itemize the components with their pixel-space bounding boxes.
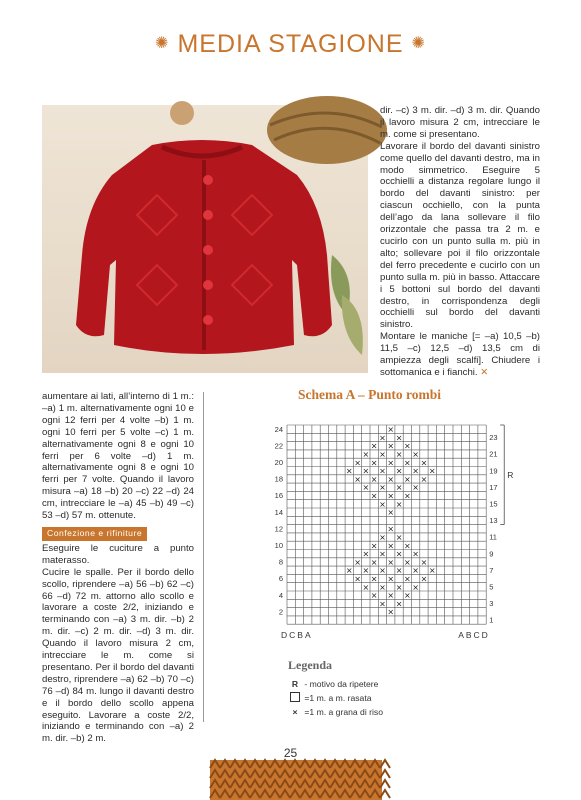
page-title: MEDIA STAGIONE — [177, 30, 404, 58]
seed-stitch-cell: × — [412, 450, 420, 459]
seed-stitch-cell: × — [403, 591, 411, 601]
row-label: 1 — [489, 615, 494, 625]
seed-stitch-cell: × — [412, 466, 420, 476]
seed-stitch-cell: × — [379, 599, 386, 609]
row-label: 5 — [489, 582, 494, 592]
paragraph: Lavorare il bordo del davanti sinistro come quello del davanti destro, ma in modo simmetrico. Eseguire 5 occhielli a distanza regolare lungo il bordo del davanti sinistro: per ciascun occhiello, con la punta dell’ago da lana sollevare il filo orizzontale che passa tra 2 m. e cucirlo con un punto sulla m. più in alto; sollevare poi il filo orizzontale del ferro precedente e cucirlo con un punto sulla m. più in basso. Attaccare i 5 bottoni sul bordo del davanti destro, in corrispondenza degli occhielli sul bordo del davanti sinistro. — [380, 140, 540, 331]
watermark: PassionForum.ru — [506, 787, 575, 797]
seed-stitch-cell: × — [362, 566, 370, 576]
row-label: 7 — [489, 565, 494, 575]
seed-stitch-cell: × — [345, 566, 353, 576]
row-label: 2 — [278, 607, 283, 617]
seed-stitch-cell: × — [354, 574, 361, 584]
row-label: 8 — [278, 557, 283, 567]
seed-stitch-cell: × — [387, 491, 395, 501]
row-label: 6 — [278, 574, 283, 584]
column-divider — [203, 392, 204, 722]
knit-texture-band — [210, 760, 382, 800]
seed-stitch-cell: × — [379, 549, 386, 559]
seed-stitch-cell: × — [379, 582, 386, 592]
seed-stitch-cell: × — [428, 466, 436, 476]
seed-stitch-cell: × — [428, 566, 436, 576]
seed-stitch-cell: × — [362, 483, 370, 493]
seed-stitch-cell: × — [387, 557, 395, 567]
seed-stitch-cell: × — [370, 458, 378, 468]
seed-stitch-cell: × — [354, 474, 361, 484]
seed-stitch-cell: × — [354, 458, 361, 468]
legend-title: Legenda — [288, 658, 333, 672]
row-label: 11 — [489, 532, 497, 542]
seed-stitch-cell: × — [362, 582, 370, 592]
row-label: 19 — [489, 466, 498, 476]
row-label: 18 — [274, 474, 283, 484]
row-label: 24 — [274, 424, 283, 434]
seed-stitch-cell: × — [370, 541, 378, 551]
seed-stitch-cell: × — [403, 557, 411, 567]
row-label: 17 — [489, 482, 498, 492]
seed-stitch-cell: × — [412, 582, 420, 592]
schema-title: Schema A – Punto rombi — [298, 387, 442, 402]
seed-stitch-cell: × — [387, 607, 395, 617]
row-label: 9 — [489, 549, 494, 559]
paragraph: aumentare ai lati, all’interno di 1 m.: –a) 1 m. alternativamente ogni 10 e ogni 12 ferri per 4 volte –b) 1 m. ogni 10 ferri per 5 volte –c) 1 m. alternativamente ogni 8 e ogni 10 ferri per 6 volte –d) 1 m. alternativamente ogni 8 e ogni 10 ferri per 7 volte. Quando il lavoro misura –a) 18 –b) 20 –c) 22 –d) 24 cm, intrecciare le –a) 45 –b) 49 –c) 53 –d) 57 m. ottenute. — [42, 391, 194, 522]
seed-stitch-cell: × — [387, 508, 395, 518]
seed-stitch-cell: × — [420, 574, 428, 584]
end-mark-icon: ✕ — [480, 366, 489, 378]
seed-stitch-cell: × — [420, 458, 428, 468]
seed-stitch-cell: × — [370, 441, 378, 451]
seed-stitch-cell: × — [412, 549, 420, 559]
legend-item-stockinette: =1 m. a m. rasata — [288, 691, 383, 705]
paragraph: Montare le maniche [= –a) 10,5 –b) 11,5 –c) 12,5 –d) 13,5 cm di ampiezza degli scalfi]. Chiudere i sottomanica e i fianchi. ✕ — [380, 331, 540, 378]
seed-stitch-cell: × — [379, 566, 386, 576]
seed-stitch-cell: × — [387, 524, 395, 534]
paragraph: Eseguire le cuciture a punto materasso. — [42, 542, 194, 566]
seed-stitch-cell: × — [395, 433, 403, 443]
seed-stitch-cell: × — [379, 483, 386, 493]
seed-stitch-cell: × — [379, 533, 386, 542]
paragraph: dir. –c) 3 m. dir. –d) 3 m. dir. Quando il lavoro misura 2 cm, intrecciare le m. come si presentano. — [380, 105, 540, 140]
legend — [288, 677, 383, 719]
knitting-chart — [255, 415, 514, 655]
legend-item-seed: × =1 m. a grana di riso — [292, 707, 383, 717]
seed-stitch-cell: × — [387, 574, 395, 584]
seed-stitch-cell: × — [370, 574, 378, 584]
repeat-label: R — [507, 469, 514, 480]
row-label: 13 — [489, 516, 498, 526]
section-heading: Confezione e rifiniture — [42, 527, 147, 541]
text-column-left — [42, 391, 194, 745]
seed-stitch-cell: × — [403, 458, 411, 468]
size-labels-left: DCBA — [281, 630, 313, 641]
seed-stitch-cell: × — [354, 557, 361, 567]
seed-stitch-cell: × — [403, 474, 411, 484]
row-label: 16 — [274, 491, 283, 501]
seed-stitch-cell: × — [362, 466, 370, 476]
page-number: 25 — [283, 746, 298, 760]
row-label: 21 — [489, 449, 498, 459]
seed-stitch-cell: × — [370, 557, 378, 567]
row-label: 12 — [274, 524, 283, 534]
seed-stitch-cell: × — [387, 474, 395, 484]
row-label: 22 — [274, 441, 283, 451]
cardigan-photo — [42, 105, 368, 373]
text-column-right — [380, 105, 540, 379]
row-label: 15 — [489, 499, 498, 509]
seed-stitch-cell: × — [345, 466, 353, 476]
row-label: 14 — [274, 507, 283, 517]
seed-stitch-cell: × — [412, 566, 420, 576]
row-label: 4 — [278, 590, 283, 600]
seed-stitch-cell: × — [395, 582, 403, 592]
page-header — [0, 30, 581, 59]
seed-stitch-cell: × — [379, 499, 386, 509]
seed-stitch-cell: × — [395, 483, 403, 493]
seed-stitch-cell: × — [403, 441, 411, 451]
seed-stitch-cell: × — [395, 549, 403, 559]
seed-stitch-cell: × — [395, 599, 403, 609]
seed-stitch-cell: × — [379, 466, 386, 476]
seed-stitch-cell: × — [412, 483, 420, 493]
seed-stitch-cell: × — [395, 466, 403, 476]
seed-stitch-cell: × — [387, 591, 395, 601]
seed-stitch-cell: × — [403, 491, 411, 501]
seed-stitch-cell: × — [387, 441, 395, 451]
legend-item-repeat: R - motivo da ripetere — [291, 679, 379, 689]
seed-stitch-cell: × — [379, 433, 386, 443]
seed-stitch-cell: × — [379, 450, 386, 459]
chart-pattern — [346, 425, 436, 617]
seed-stitch-cell: × — [403, 541, 411, 551]
size-labels-right: ABCD — [458, 630, 490, 641]
seed-stitch-cell: × — [420, 557, 428, 567]
seed-stitch-cell: × — [395, 450, 403, 459]
seed-stitch-cell: × — [395, 533, 403, 542]
empty-cell-icon — [290, 692, 300, 702]
seed-stitch-cell: × — [403, 574, 411, 584]
seed-stitch-cell: × — [370, 474, 378, 484]
seed-stitch-cell: × — [387, 458, 395, 468]
seed-stitch-cell: × — [370, 591, 378, 601]
paragraph: Cucire le spalle. Per il bordo dello scollo, riprendere –a) 56 –b) 62 –c) 66 –d) 72 m. attorno allo scollo e lavorare a coste 2/2, iniziando e terminando con –a) 3 m. dir. –b) 2 m. dir. –c) 2 m. dir. –d) 3 m. dir. Quando il lavoro misura 2 cm, intrecciare le m. come si presentano. Per il bordo del davanti destro, riprendere –a) 62 –b) 70 –c) 76 –d) 84 m. lungo il davanti destro e il bordo dello scollo appena eseguito. Lavorare a coste 2/2, iniziando e terminando con –a) 2 m. dir. –b) 2 m. — [42, 566, 194, 745]
row-label: 20 — [274, 458, 283, 467]
seed-stitch-cell: × — [387, 425, 395, 435]
seed-stitch-cell: × — [420, 474, 428, 484]
seed-stitch-cell: × — [395, 499, 403, 509]
seed-stitch-cell: × — [370, 491, 378, 501]
seed-stitch-cell: × — [387, 541, 395, 551]
row-label: 3 — [489, 599, 494, 609]
seed-stitch-cell: × — [395, 566, 403, 576]
row-label: 10 — [274, 541, 283, 550]
seed-stitch-cell: × — [362, 450, 370, 459]
ornament-icon: ✺ — [155, 35, 170, 52]
row-label: 23 — [489, 433, 498, 443]
red-cardigan-illustration — [42, 105, 368, 373]
ornament-icon: ✺ — [411, 35, 426, 52]
seed-stitch-cell: × — [362, 549, 370, 559]
